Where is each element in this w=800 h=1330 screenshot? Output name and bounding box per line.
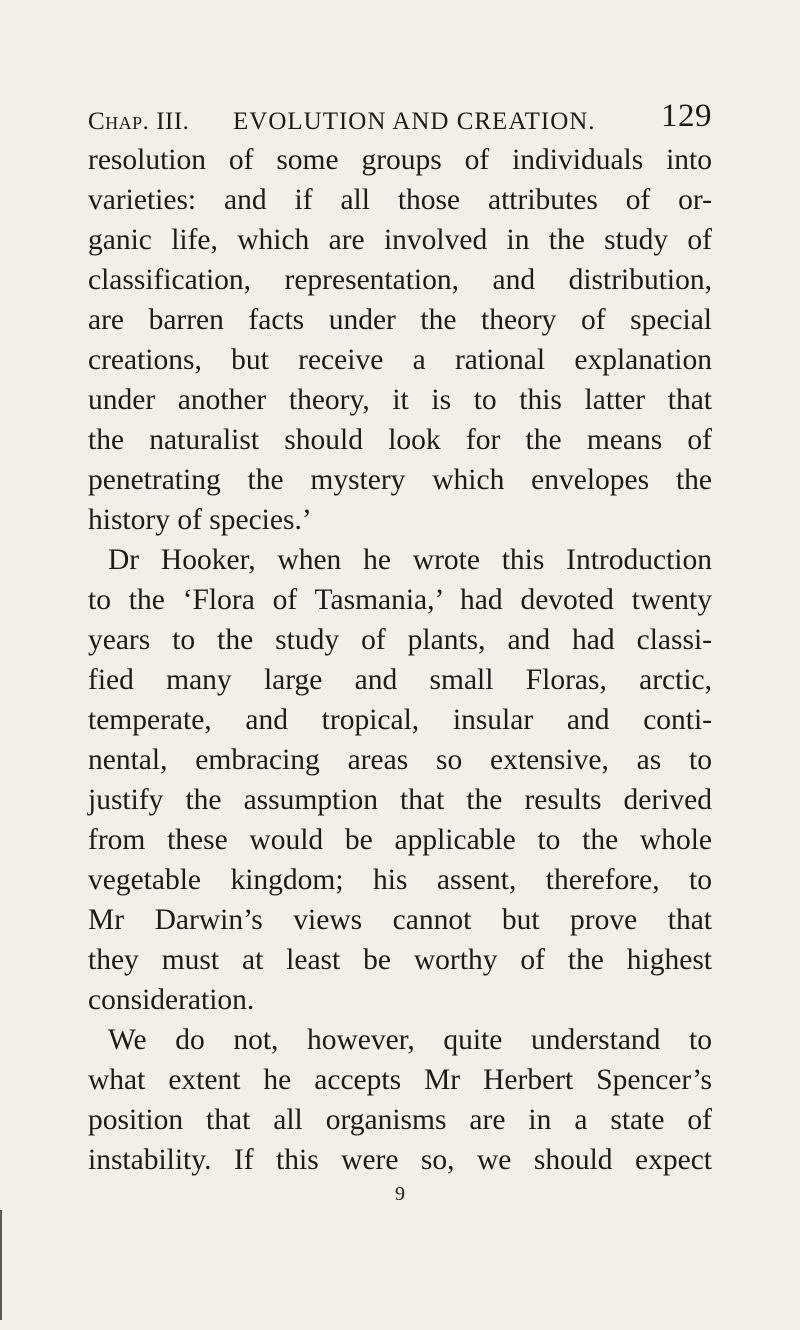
text-line: years to the study of plants, and had classi- <box>88 624 712 656</box>
text-line: fied many large and small Floras, arctic, <box>88 664 712 696</box>
text-line: position that all organisms are in a state of <box>88 1104 712 1136</box>
running-title: EVOLUTION AND CREATION. <box>233 108 596 135</box>
running-head <box>88 98 712 138</box>
chapter-prefix: Chap. <box>88 108 150 135</box>
text-line: creations, but receive a rational explanation <box>88 344 712 376</box>
text-line: are barren facts under the theory of special <box>88 304 712 336</box>
paragraph-start-line: We do not, however, quite understand to <box>108 1024 712 1056</box>
text-line: ganic life, which are involved in the study of <box>88 224 712 256</box>
signature-mark: 9 <box>395 1183 405 1205</box>
text-line: justify the assumption that the results derived <box>88 784 712 816</box>
text-line: penetrating the mystery which envelopes the <box>88 464 712 496</box>
text-line: from these would be applicable to the whole <box>88 824 712 856</box>
text-line: vegetable kingdom; his assent, therefore, to <box>88 864 712 896</box>
page-edge-shadow <box>0 1210 2 1320</box>
chapter-number: III. <box>156 108 190 135</box>
text-line: varieties: and if all those attributes of or- <box>88 184 712 216</box>
text-line: temperate, and tropical, insular and conti- <box>88 704 712 736</box>
text-line: consideration. <box>88 984 255 1016</box>
text-line: the naturalist should look for the means of <box>88 424 712 456</box>
page-number: 129 <box>661 98 712 134</box>
text-line: Mr Darwin’s views cannot but prove that <box>88 904 712 936</box>
paragraph-start-line: Dr Hooker, when he wrote this Introduction <box>108 544 712 576</box>
text-line: resolution of some groups of individuals into <box>88 144 712 176</box>
text-line: history of species.’ <box>88 504 312 536</box>
text-line: they must at least be worthy of the highest <box>88 944 712 976</box>
text-line: to the ‘Flora of Tasmania,’ had devoted twenty <box>88 584 712 616</box>
text-line: classification, representation, and distribution, <box>88 264 712 296</box>
text-line: instability. If this were so, we should expect <box>88 1144 712 1176</box>
chapter-label <box>88 108 189 136</box>
text-line: what extent he accepts Mr Herbert Spencer’s <box>88 1064 712 1096</box>
body-text <box>88 140 712 1180</box>
text-line: nental, embracing areas so extensive, as to <box>88 744 712 776</box>
text-line: under another theory, it is to this latter that <box>88 384 712 416</box>
